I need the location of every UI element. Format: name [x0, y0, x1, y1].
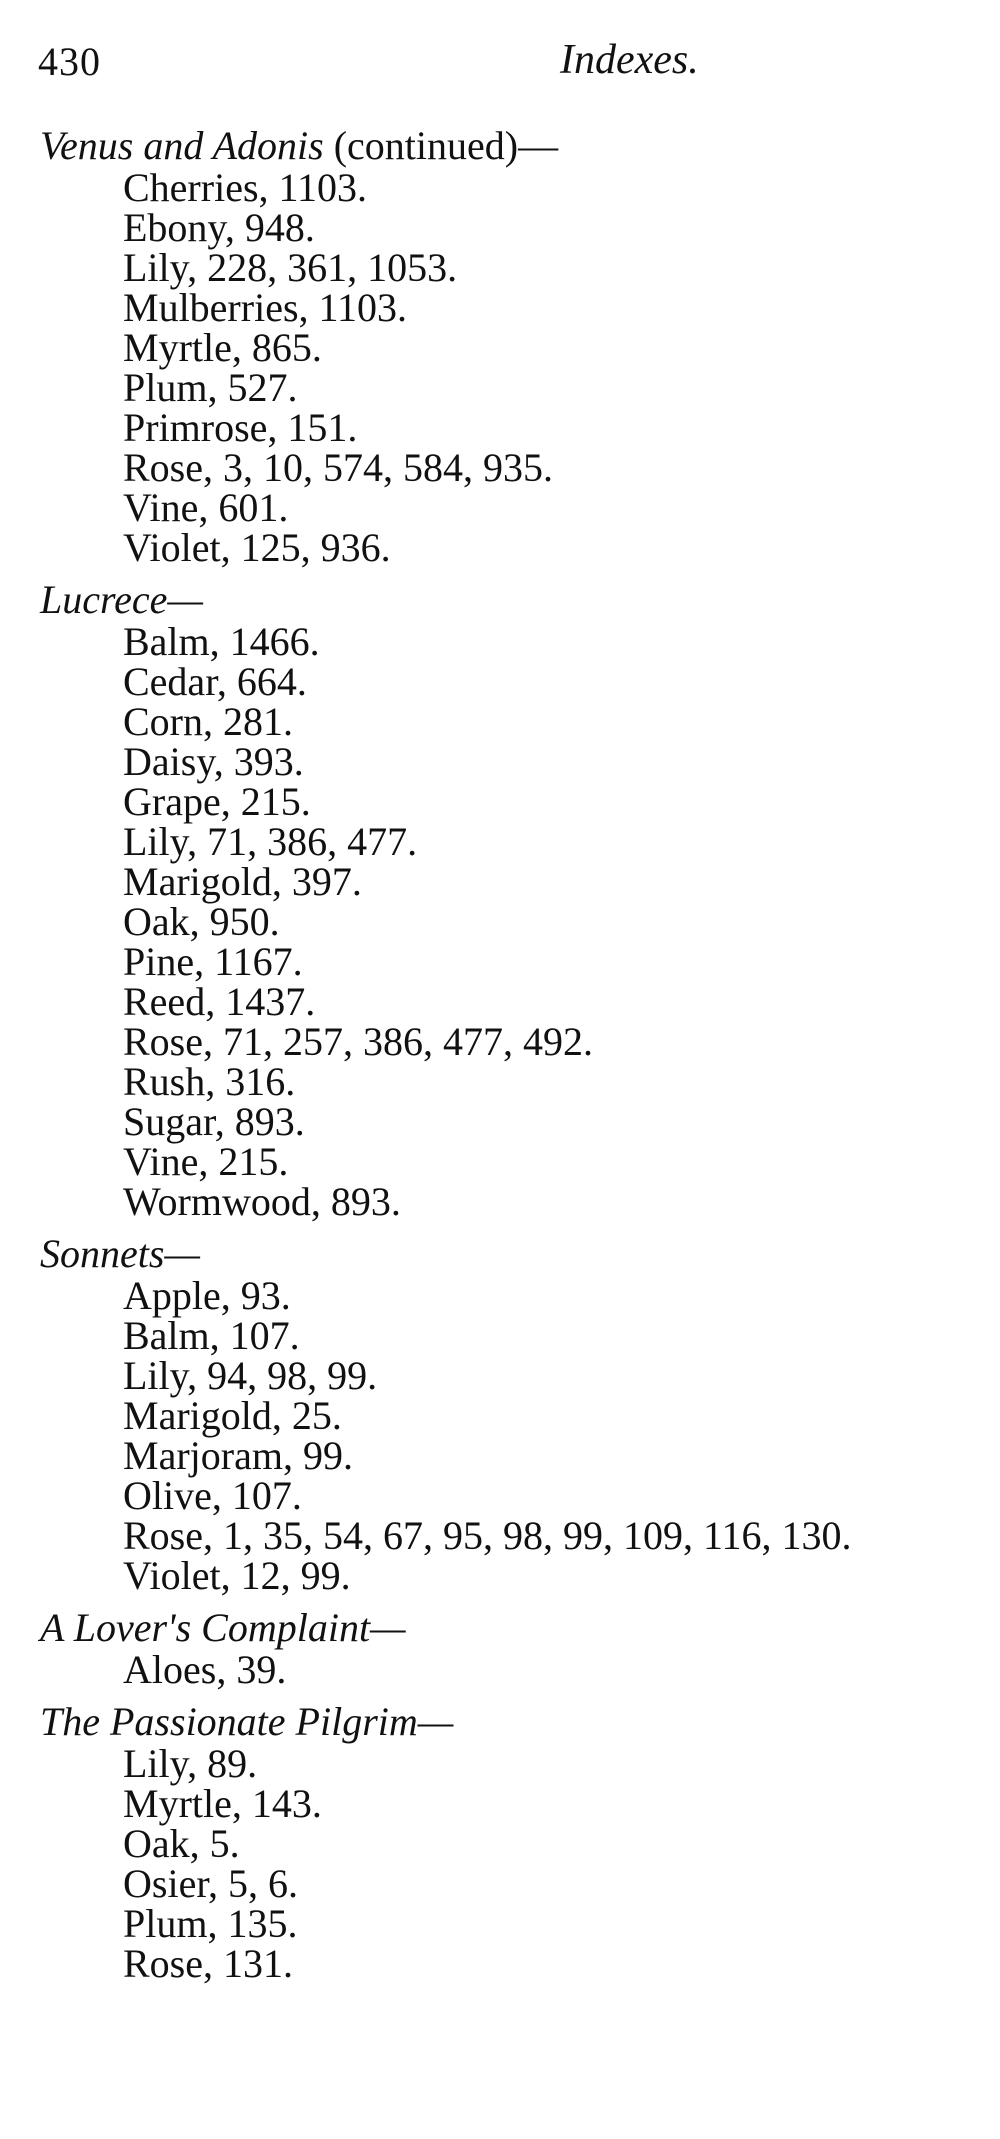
- index-section: [0, 578, 1000, 1222]
- index-entry: Marigold, 25.: [123, 1393, 342, 1438]
- index-entry: Violet, 125, 936.: [123, 525, 391, 570]
- entry-list: [0, 619, 1000, 1224]
- index-section: [0, 1700, 1000, 1984]
- index-entry: Vine, 601.: [123, 485, 289, 530]
- index-entry: Ebony, 948.: [123, 205, 315, 250]
- entry-list: [0, 1647, 1000, 1692]
- section-suffix: (continued)—: [323, 123, 559, 168]
- index-entry: Rose, 3, 10, 574, 584, 935.: [123, 445, 553, 490]
- index-entry: Reed, 1437.: [123, 979, 316, 1024]
- index-entry: Myrtle, 865.: [123, 325, 322, 370]
- index-entry: Sugar, 893.: [123, 1099, 305, 1144]
- index-entry: Marjoram, 99.: [123, 1433, 353, 1478]
- running-title: Indexes.: [560, 37, 699, 83]
- entry-list: [0, 165, 1000, 570]
- section-title: Venus and Adonis: [40, 123, 324, 168]
- section-heading: [0, 1606, 1000, 1650]
- index-entry: Cedar, 664.: [123, 659, 307, 704]
- index-entry: Pine, 1167.: [123, 939, 303, 984]
- index-entry: Lily, 228, 361, 1053.: [123, 245, 458, 290]
- index-entry: Apple, 93.: [123, 1273, 291, 1318]
- index-content: [0, 124, 1000, 1994]
- index-entry: Rush, 316.: [123, 1059, 296, 1104]
- page-number: 430: [38, 39, 101, 84]
- running-head: [0, 30, 1000, 90]
- index-entry: Vine, 215.: [123, 1139, 289, 1184]
- section-title: Sonnets—: [40, 1231, 200, 1276]
- index-entry: Olive, 107.: [123, 1473, 302, 1518]
- index-entry: Marigold, 397.: [123, 859, 362, 904]
- index-entry: Lily, 71, 386, 477.: [123, 819, 418, 864]
- index-entry: Lily, 89.: [123, 1741, 258, 1786]
- index-entry: Myrtle, 143.: [123, 1781, 322, 1826]
- index-section: [0, 124, 1000, 568]
- index-entry: Rose, 71, 257, 386, 477, 492.: [123, 1019, 593, 1064]
- section-title: A Lover's Complaint—: [40, 1605, 406, 1650]
- index-entry: Mulberries, 1103.: [123, 285, 408, 330]
- index-entry: Plum, 135.: [123, 1901, 298, 1946]
- index-entry: Rose, 1, 35, 54, 67, 95, 98, 99, 109, 116, 130.: [123, 1513, 852, 1558]
- index-entry: Osier, 5, 6.: [123, 1861, 299, 1906]
- index-entry: Plum, 527.: [123, 365, 298, 410]
- index-entry: Oak, 5.: [123, 1821, 240, 1866]
- index-entry: Corn, 281.: [123, 699, 293, 744]
- index-entry: Balm, 107.: [123, 1313, 300, 1358]
- index-entry: Aloes, 39.: [123, 1647, 287, 1692]
- entry-list: [0, 1741, 1000, 1986]
- index-entry: Cherries, 1103.: [123, 165, 368, 210]
- section-title: Lucrece—: [40, 577, 203, 622]
- section-heading: [0, 1700, 1000, 1744]
- section-title: The Passionate Pilgrim—: [40, 1699, 454, 1744]
- index-entry: Lily, 94, 98, 99.: [123, 1353, 378, 1398]
- entry-list: [0, 1273, 1000, 1598]
- index-entry: Balm, 1466.: [123, 619, 320, 664]
- index-entry: Grape, 215.: [123, 779, 311, 824]
- section-heading: [0, 1232, 1000, 1276]
- index-entry: Wormwood, 893.: [123, 1179, 401, 1224]
- index-section: [0, 1232, 1000, 1596]
- index-entry: Primrose, 151.: [123, 405, 358, 450]
- section-heading: [0, 578, 1000, 622]
- index-entry: Rose, 131.: [123, 1941, 293, 1986]
- section-heading: [0, 124, 1000, 168]
- index-section: [0, 1606, 1000, 1690]
- index-entry: Oak, 950.: [123, 899, 280, 944]
- index-entry: Daisy, 393.: [123, 739, 304, 784]
- index-entry: Violet, 12, 99.: [123, 1553, 351, 1598]
